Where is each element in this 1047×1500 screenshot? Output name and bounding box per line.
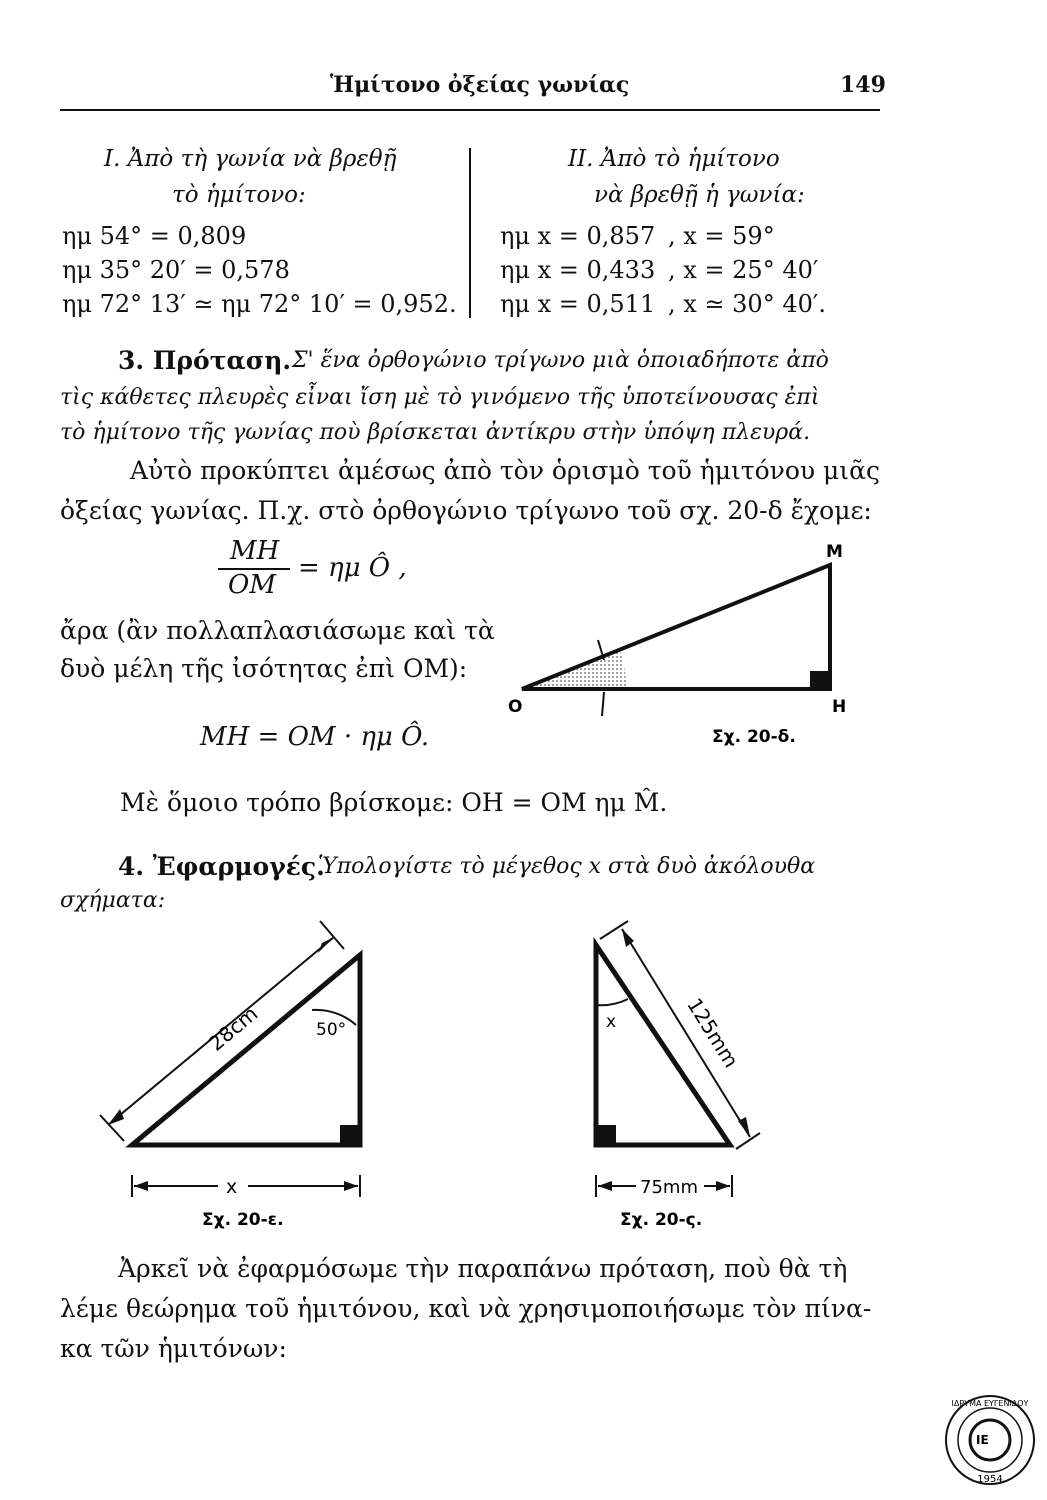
figure-20d-caption: Σχ. 20-δ. — [712, 727, 796, 747]
hyp-label-20e: 28cm — [204, 1001, 263, 1056]
right-row-3-res: , x ≃ 30° 40′. — [668, 290, 826, 318]
left-row-3: ημ 72° 13′ ≃ ημ 72° 10′ = 0,952. — [62, 290, 457, 318]
similar-result-line: Μὲ ὅμοιο τρόπο βρίσκομε: OH = OM ημ M̂. — [120, 788, 668, 817]
page-number: 149 — [840, 72, 886, 98]
section-3-body-line2: ὀξείας γωνίας. Π.χ. στὸ ὀρθογώνιο τρίγωνο τοῦ σχ. 20-δ ἔχομε: — [60, 496, 872, 525]
header-rule — [60, 109, 880, 111]
angle-label-20e: 50° — [316, 1020, 347, 1040]
hyp-arrow-a — [108, 1109, 124, 1125]
left-row-2: ημ 35° 20′ = 0,578 — [62, 256, 290, 284]
foundation-stamp-icon — [940, 1390, 1040, 1490]
closing-line2: λέμε θεώρημα τοῦ ἡμιτόνου, καὶ νὰ χρησιμοποιήσωμε τὸν πίνα- — [60, 1294, 872, 1323]
fraction-denominator: OM — [228, 570, 276, 600]
right-heading-line2: νὰ βρεθῇ ἡ γωνία: — [594, 182, 805, 208]
triangle-omh — [522, 565, 830, 689]
right-row-2-eq: ημ x = 0,433 — [500, 256, 656, 284]
fraction-rhs: = ημ Ô , — [298, 553, 407, 583]
figure-20e — [90, 915, 390, 1235]
hyp-label-20st: 125mm — [682, 993, 744, 1072]
result-equation: MH = OM · ημ Ô. — [200, 722, 430, 752]
angle-label-20st: x — [606, 1012, 617, 1032]
vertex-label-m: M — [826, 542, 843, 562]
right-angle-marker — [810, 671, 828, 688]
figure-20e-caption: Σχ. 20-ε. — [202, 1210, 284, 1230]
figure-20st-caption: Σχ. 20-ς. — [620, 1210, 703, 1230]
left-row-1: ημ 54° = 0,809 — [62, 222, 247, 250]
fraction-numerator: MH — [230, 536, 280, 566]
left-heading-line2: τὸ ἡμίτονο: — [172, 182, 306, 208]
section-4-heading: 4. Ἐφαρμογές. — [118, 852, 325, 881]
right-row-1-res: , x = 59° — [668, 222, 775, 250]
hyp-dimension-line-20st — [622, 929, 750, 1137]
stamp-text: ΙΔΡΥΜΑ ΕΥΓΕΝΙΔΟΥ — [951, 1399, 1029, 1408]
section-3-statement-line2: τὶς κάθετες πλευρὲς εἶναι ἴση μὲ τὸ γινόμενο τῆς ὑποτείνουσας ἐπὶ — [60, 385, 820, 410]
vertex-label-o: O — [508, 697, 523, 717]
right-heading-line1: II. Ἀπὸ τὸ ἡμίτονο — [568, 146, 780, 172]
base-label-20st: 75mm — [640, 1177, 698, 1198]
svg-text:ΙΕ: ΙΕ — [976, 1433, 989, 1447]
figure-20d — [500, 540, 860, 765]
right-angle-marker-20e — [340, 1125, 358, 1143]
running-header-title: Ἡμίτονο ὀξείας γωνίας — [330, 72, 630, 98]
base-label-20e: x — [226, 1176, 238, 1198]
base-arrow-b-20st — [716, 1181, 730, 1191]
right-row-2-res: , x = 25° 40′ — [668, 256, 819, 284]
section-3-body-line1: Αὐτὸ προκύπτει ἀμέσως ἀπὸ τὸν ὁρισμὸ τοῦ ἡμιτόνου μιᾶς — [130, 456, 880, 485]
left-heading-line1: I. Ἀπὸ τὴ γωνία νὰ βρεθῇ — [104, 146, 397, 172]
stamp-year: 1954 — [977, 1474, 1003, 1485]
closing-line3: κα τῶν ἡμιτόνων: — [60, 1334, 287, 1363]
section-4-line1: Ὑπολογίστε τὸ μέγεθος x στὰ δυὸ ἀκόλουθα — [318, 854, 816, 879]
triangle-20e — [132, 955, 360, 1145]
section-3-heading: 3. Πρόταση. — [118, 346, 292, 375]
column-divider — [469, 148, 471, 318]
figure-20st — [570, 915, 790, 1235]
right-row-3-eq: ημ x = 0,511 — [500, 290, 656, 318]
ara-line1: ἄρα (ἂν πολλαπλασιάσωμε καὶ τὰ — [60, 616, 495, 645]
vertex-label-h: H — [832, 697, 847, 717]
base-arrow-b — [344, 1181, 358, 1191]
angle-arrow-bottom — [602, 692, 604, 716]
base-arrow-a-20st — [598, 1181, 612, 1191]
closing-line1: Ἀρκεῖ νὰ ἐφαρμόσωμε τὴν παραπάνω πρόταση, ποὺ θὰ τὴ — [118, 1254, 848, 1283]
section-3-statement-line1: Σ' ἕνα ὀρθογώνιο τρίγωνο μιὰ ὁποιαδήποτε ἀπὸ — [292, 348, 829, 373]
section-4-line2: σχήματα: — [60, 888, 166, 913]
angle-arc-20st — [596, 999, 628, 1005]
right-angle-marker-20st — [598, 1125, 616, 1143]
section-3-statement-line3: τὸ ἡμίτονο τῆς γωνίας ποὺ βρίσκεται ἀντίκρυ στὴν ὑπόψη πλευρά. — [60, 420, 811, 445]
right-row-1-eq: ημ x = 0,857 — [500, 222, 656, 250]
ara-line2: δυὸ μέλη τῆς ἰσότητας ἐπὶ OM): — [60, 654, 468, 683]
base-arrow-a — [134, 1181, 148, 1191]
